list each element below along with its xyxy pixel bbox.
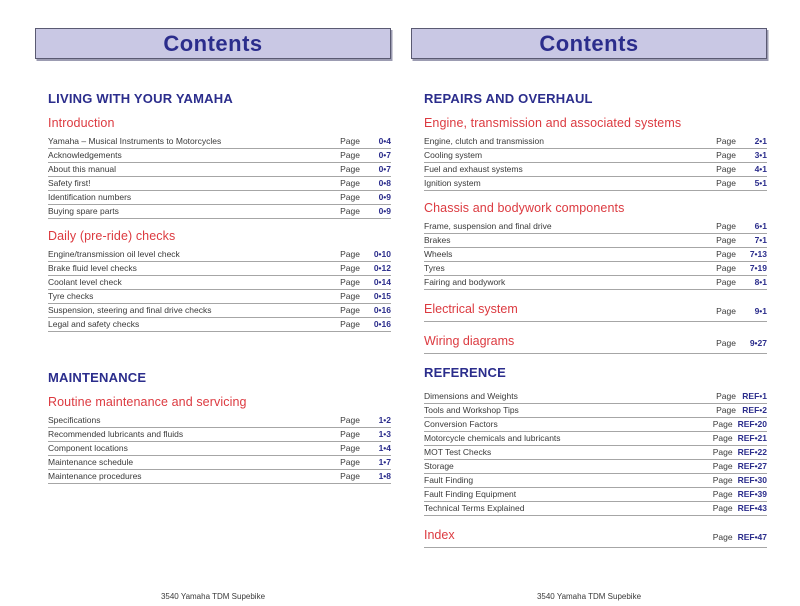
page-number: 0•16 — [373, 305, 391, 315]
page-word: Page — [712, 489, 733, 499]
page-number: REF•30 — [737, 475, 767, 485]
page-reference — [716, 178, 767, 188]
page-number: 0•4 — [378, 136, 391, 146]
toc-rows — [424, 390, 767, 516]
page-reference — [716, 164, 767, 174]
page-number: 0•10 — [373, 249, 391, 259]
page-word: Page — [340, 429, 360, 439]
page-number: 0•7 — [378, 164, 391, 174]
page-number: 6•1 — [754, 221, 767, 231]
page-word: Page — [712, 433, 733, 443]
row-label: Fault Finding Equipment — [424, 489, 517, 499]
toc-row — [48, 135, 391, 149]
row-label: Fairing and bodywork — [424, 277, 506, 287]
page-word: Page — [712, 532, 733, 542]
section-heading: LIVING WITH YOUR YAMAHA — [48, 91, 233, 106]
toc-group — [48, 116, 391, 219]
toc-section — [48, 370, 391, 484]
toc-row — [48, 205, 391, 219]
page-number: 1•7 — [378, 457, 391, 467]
page-reference — [713, 447, 767, 457]
toc-row — [48, 191, 391, 205]
row-label: Component locations — [48, 443, 128, 453]
group-heading: Chassis and bodywork components — [424, 201, 625, 215]
right-page — [411, 0, 767, 606]
row-label: Maintenance schedule — [48, 457, 134, 467]
group-heading: Introduction — [48, 116, 115, 130]
page-reference — [340, 249, 391, 259]
page-number: REF•43 — [737, 503, 767, 513]
page-reference — [713, 532, 767, 542]
standalone-title: Index — [424, 528, 455, 542]
page-reference — [340, 305, 391, 315]
toc-group — [48, 229, 391, 332]
page-word: Page — [340, 136, 360, 146]
toc-row — [424, 135, 767, 149]
page-word: Page — [340, 206, 360, 216]
toc-section — [424, 365, 767, 548]
page-reference — [340, 164, 391, 174]
toc-content-right — [424, 91, 767, 548]
toc-rows — [48, 135, 391, 219]
page-word: Page — [716, 405, 736, 415]
page-footer: 3540 Yamaha TDM Supebike — [160, 592, 266, 601]
page-word: Page — [716, 221, 736, 231]
toc-rows — [424, 135, 767, 191]
page-word: Page — [340, 249, 360, 259]
page-word: Page — [340, 178, 360, 188]
toc-group — [48, 395, 391, 484]
page-reference — [340, 319, 391, 329]
toc-row — [48, 428, 391, 442]
page-word: Page — [712, 461, 733, 471]
page-number: REF•20 — [737, 419, 767, 429]
toc-content-left — [48, 91, 391, 484]
toc-row — [424, 390, 767, 404]
toc-row — [424, 418, 767, 432]
section-heading: REFERENCE — [424, 365, 506, 380]
page-number: 0•9 — [378, 192, 391, 202]
page-word: Page — [340, 291, 360, 301]
row-label: Tyre checks — [48, 291, 94, 301]
toc-row — [48, 163, 391, 177]
page-number: 7•1 — [754, 235, 767, 245]
row-label: Fault Finding — [424, 475, 474, 485]
page-reference — [713, 503, 767, 513]
contents-title: Contents — [163, 30, 263, 56]
page-number: 1•3 — [378, 429, 391, 439]
page-word: Page — [716, 263, 736, 273]
toc-group — [424, 390, 767, 516]
row-label: Buying spare parts — [48, 206, 119, 216]
toc-group — [424, 116, 767, 191]
page-number: 3•1 — [754, 150, 767, 160]
page-word: Page — [340, 277, 360, 287]
page-reference — [716, 263, 767, 273]
toc-row — [48, 276, 391, 290]
toc-row — [48, 177, 391, 191]
page-number: 5•1 — [754, 178, 767, 188]
contents-banner-right — [411, 28, 767, 59]
page-number: 9•27 — [749, 338, 767, 348]
page-number: 0•7 — [378, 150, 391, 160]
toc-row — [48, 318, 391, 332]
row-label: Specifications — [48, 415, 101, 425]
row-label: Safety first! — [48, 178, 91, 188]
standalone-entry — [424, 302, 767, 322]
toc-row — [424, 432, 767, 446]
standalone-entry — [424, 528, 767, 548]
page-reference — [713, 419, 767, 429]
group-heading: Daily (pre-ride) checks — [48, 229, 176, 243]
toc-row — [424, 177, 767, 191]
page-word: Page — [716, 178, 736, 188]
page-reference — [716, 249, 767, 259]
page-reference — [340, 277, 391, 287]
page-word: Page — [712, 419, 733, 429]
toc-row — [48, 149, 391, 163]
toc-row — [424, 460, 767, 474]
row-label: Tools and Workshop Tips — [424, 405, 519, 415]
row-label: Legal and safety checks — [48, 319, 140, 329]
row-label: Maintenance procedures — [48, 471, 142, 481]
page-number: 0•12 — [373, 263, 391, 273]
page-word: Page — [716, 150, 736, 160]
page-word: Page — [712, 475, 733, 485]
toc-row — [48, 248, 391, 262]
row-label: Conversion Factors — [424, 419, 498, 429]
page-word: Page — [712, 447, 733, 457]
page-word: Page — [340, 443, 360, 453]
page-reference — [340, 136, 391, 146]
row-label: Dimensions and Weights — [424, 391, 518, 401]
page-number: REF•2 — [742, 405, 767, 415]
page-word: Page — [716, 391, 736, 401]
toc-row — [48, 470, 391, 484]
page-reference — [340, 415, 391, 425]
toc-row — [424, 149, 767, 163]
toc-row — [48, 290, 391, 304]
page-reference — [713, 489, 767, 499]
toc-row — [48, 442, 391, 456]
page-word: Page — [716, 136, 736, 146]
page-word: Page — [340, 150, 360, 160]
page-number: 1•8 — [378, 471, 391, 481]
page-reference — [716, 277, 767, 287]
page-number: 4•1 — [754, 164, 767, 174]
toc-row — [48, 262, 391, 276]
toc-rows — [424, 220, 767, 290]
toc-section — [424, 91, 767, 354]
page-number: REF•22 — [737, 447, 767, 457]
row-label: Coolant level check — [48, 277, 122, 287]
row-label: Technical Terms Explained — [424, 503, 525, 513]
page-number: 7•19 — [749, 263, 767, 273]
page-word: Page — [340, 471, 360, 481]
page-reference — [340, 263, 391, 273]
row-label: Engine/transmission oil level check — [48, 249, 180, 259]
page-reference — [340, 443, 391, 453]
section-heading: REPAIRS AND OVERHAUL — [424, 91, 593, 106]
page-number: 0•16 — [373, 319, 391, 329]
row-label: MOT Test Checks — [424, 447, 492, 457]
page-reference — [716, 235, 767, 245]
page-number: 7•13 — [749, 249, 767, 259]
page-reference — [713, 475, 767, 485]
toc-row — [424, 446, 767, 460]
page-reference — [340, 206, 391, 216]
page-reference — [340, 471, 391, 481]
toc-section — [48, 91, 391, 332]
page-number: 0•9 — [378, 206, 391, 216]
row-label: Suspension, steering and final drive checks — [48, 305, 212, 315]
page-reference — [340, 291, 391, 301]
toc-row — [48, 304, 391, 318]
page-number: 0•8 — [378, 178, 391, 188]
page-number: 2•1 — [754, 136, 767, 146]
page-reference — [716, 150, 767, 160]
section-heading: MAINTENANCE — [48, 370, 147, 385]
page-reference — [716, 338, 767, 348]
page-word: Page — [716, 338, 736, 348]
page-word: Page — [340, 415, 360, 425]
toc-row — [424, 262, 767, 276]
standalone-title: Electrical system — [424, 302, 518, 316]
row-label: Acknowledgements — [48, 150, 122, 160]
page-reference — [716, 136, 767, 146]
toc-row — [48, 456, 391, 470]
row-label: Fuel and exhaust systems — [424, 164, 523, 174]
page-word: Page — [716, 249, 736, 259]
toc-row — [424, 234, 767, 248]
row-label: Brake fluid level checks — [48, 263, 137, 273]
row-label: Brakes — [424, 235, 451, 245]
row-label: Identification numbers — [48, 192, 132, 202]
toc-row — [424, 488, 767, 502]
row-label: Cooling system — [424, 150, 483, 160]
page-reference — [340, 178, 391, 188]
page-reference — [716, 306, 767, 316]
contents-title: Contents — [539, 30, 639, 56]
group-heading: Routine maintenance and servicing — [48, 395, 247, 409]
standalone-title: Wiring diagrams — [424, 334, 515, 348]
page-footer: 3540 Yamaha TDM Supebike — [536, 592, 642, 601]
page-word: Page — [712, 503, 733, 513]
standalone-entry — [424, 334, 767, 354]
page-word: Page — [716, 277, 736, 287]
toc-row — [48, 414, 391, 428]
row-label: Storage — [424, 461, 454, 471]
page-word: Page — [340, 457, 360, 467]
page-reference — [716, 405, 767, 415]
page-number: 8•1 — [754, 277, 767, 287]
page-word: Page — [716, 164, 736, 174]
toc-row — [424, 474, 767, 488]
toc-row — [424, 220, 767, 234]
page-word: Page — [716, 306, 736, 316]
page-word: Page — [340, 263, 360, 273]
page-word: Page — [340, 192, 360, 202]
row-label: Wheels — [424, 249, 453, 259]
contents-banner-left — [35, 28, 391, 59]
page-word: Page — [716, 235, 736, 245]
page-reference — [713, 433, 767, 443]
page-number: REF•21 — [737, 433, 767, 443]
page-number: 1•2 — [378, 415, 391, 425]
row-label: Recommended lubricants and fluids — [48, 429, 184, 439]
toc-row — [424, 163, 767, 177]
left-page — [35, 0, 391, 606]
page-reference — [716, 221, 767, 231]
row-label: Tyres — [424, 263, 445, 273]
toc-row — [424, 248, 767, 262]
page-reference — [716, 391, 767, 401]
page-number: 1•4 — [378, 443, 391, 453]
toc-row — [424, 404, 767, 418]
row-label: About this manual — [48, 164, 117, 174]
row-label: Ignition system — [424, 178, 481, 188]
row-label: Frame, suspension and final drive — [424, 221, 552, 231]
toc-rows — [48, 414, 391, 484]
page-reference — [713, 461, 767, 471]
row-label: Motorcycle chemicals and lubricants — [424, 433, 561, 443]
page-number: 9•1 — [754, 306, 767, 316]
page-number: REF•27 — [737, 461, 767, 471]
page-number: 0•15 — [373, 291, 391, 301]
page-number: 0•14 — [373, 277, 391, 287]
page-word: Page — [340, 305, 360, 315]
toc-group — [424, 201, 767, 290]
page-reference — [340, 457, 391, 467]
page-reference — [340, 150, 391, 160]
page-number: REF•39 — [737, 489, 767, 499]
toc-row — [424, 276, 767, 290]
row-label: Yamaha – Musical Instruments to Motorcycles — [48, 136, 222, 146]
page-word: Page — [340, 164, 360, 174]
page-reference — [340, 429, 391, 439]
page-number: REF•1 — [742, 391, 767, 401]
toc-rows — [48, 248, 391, 332]
row-label: Engine, clutch and transmission — [424, 136, 545, 146]
toc-row — [424, 502, 767, 516]
page-number: REF•47 — [737, 532, 767, 542]
page-reference — [340, 192, 391, 202]
group-heading: Engine, transmission and associated systems — [424, 116, 682, 130]
page-word: Page — [340, 319, 360, 329]
